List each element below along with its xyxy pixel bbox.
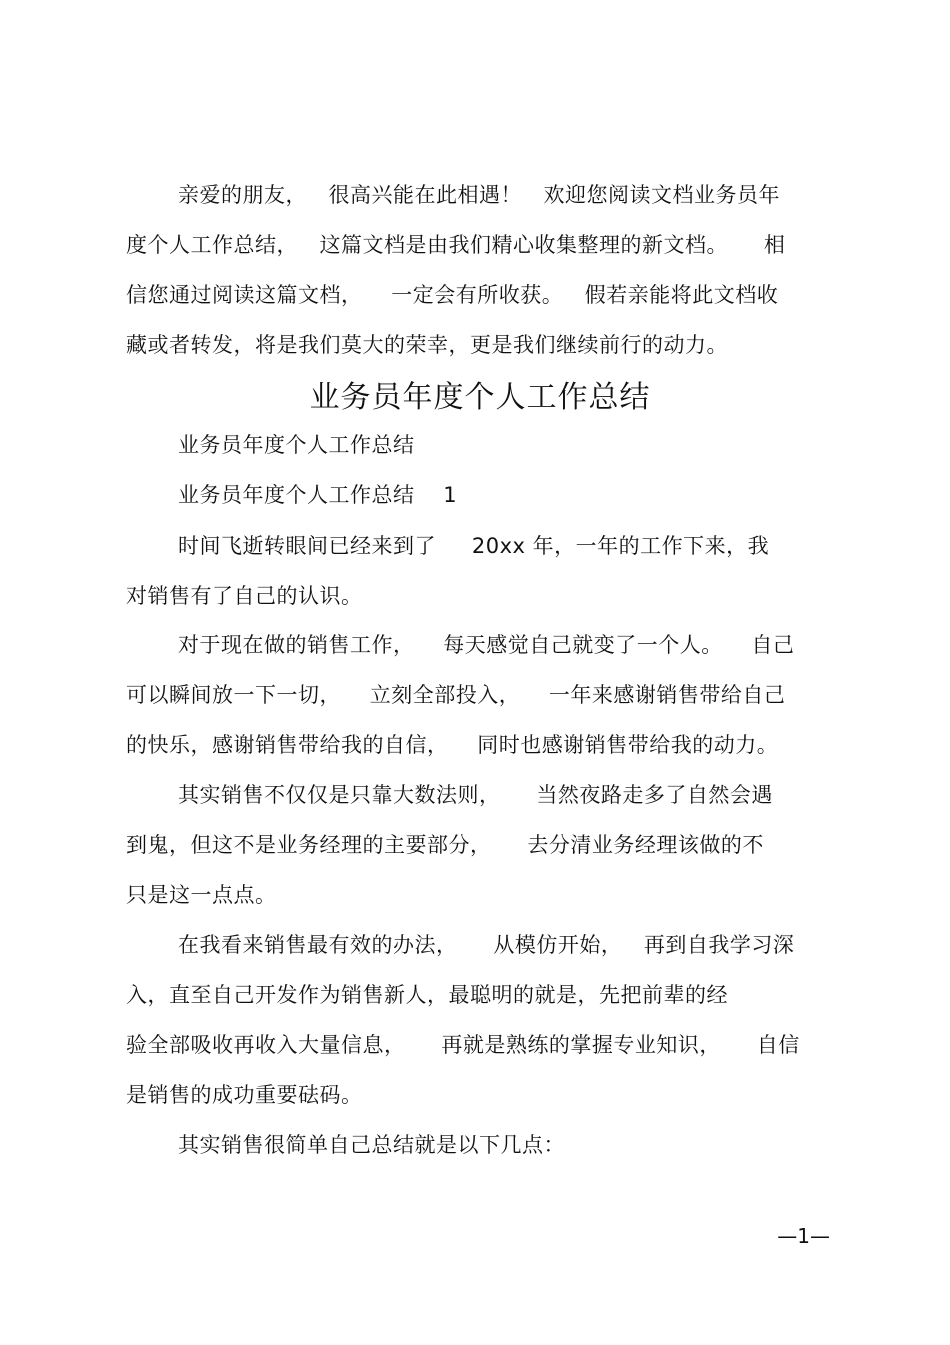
- paragraph-5-line-1: 其实销售很简单自己总结就是以下几点：: [178, 1133, 565, 1157]
- paragraph-4-line-4: 是销售的成功重要砝码。: [126, 1083, 363, 1107]
- intro-line-3: 信您通过阅读这篇文档， 一定会有所收获。 假若亲能将此文档收: [126, 283, 779, 307]
- paragraph-3-line-3: 只是这一点点。: [126, 883, 277, 907]
- paragraph-3-line-1: 其实销售不仅仅是只靠大数法则， 当然夜路走多了自然会遇: [178, 783, 773, 807]
- paragraph-1-line-2: 对销售有了自己的认识。: [126, 584, 363, 608]
- intro-line-1: 亲爱的朋友， 很高兴能在此相遇！ 欢迎您阅读文档业务员年: [178, 183, 781, 207]
- paragraph-2-line-2: 可以瞬间放一下一切， 立刻全部投入， 一年来感谢销售带给自己: [126, 683, 786, 707]
- intro-line-2: 度个人工作总结， 这篇文档是由我们精心收集整理的新文档。 相: [126, 233, 786, 257]
- paragraph-3-line-2: 到鬼，但这不是业务经理的主要部分， 去分清业务经理该做的不: [126, 833, 764, 857]
- paragraph-2-line-3: 的快乐，感谢销售带给我的自信， 同时也感谢销售带给我的动力。: [126, 733, 779, 757]
- paragraph-2-line-1: 对于现在做的销售工作， 每天感觉自己就变了一个人。 自己: [178, 633, 795, 657]
- subheading-numbered-line: 业务员年度个人工作总结 1: [178, 483, 458, 507]
- page-number: —1—: [777, 1224, 830, 1248]
- paragraph-1-line-1: 时间飞逝转眼间已经来到了 20xx 年，一年的工作下来，我: [178, 534, 770, 558]
- intro-line-4: 藏或者转发，将是我们莫大的荣幸，更是我们继续前行的动力。: [126, 333, 728, 357]
- paragraph-4-line-3: 验全部吸收再收入大量信息， 再就是熟练的掌握专业知识， 自信: [126, 1033, 800, 1057]
- paragraph-4-line-1: 在我看来销售最有效的办法， 从模仿开始， 再到自我学习深: [178, 933, 795, 957]
- subheading-line: 业务员年度个人工作总结: [178, 433, 415, 457]
- paragraph-4-line-2: 入，直至自己开发作为销售新人，最聪明的就是，先把前辈的经: [126, 983, 728, 1007]
- document-title: 业务员年度个人工作总结: [309, 380, 651, 415]
